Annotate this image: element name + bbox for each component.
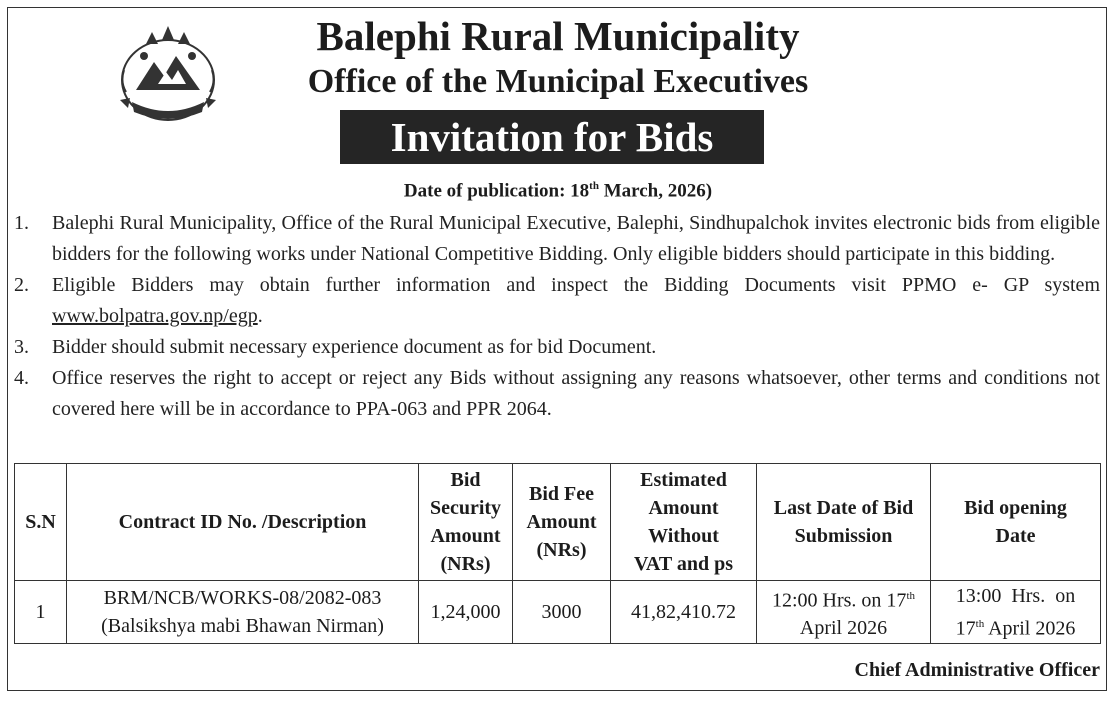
bolpatra-link[interactable]: www.bolpatra.gov.np/egp (52, 305, 258, 327)
cell-description: BRM/NCB/WORKS-08/2082-083 (Balsikshya mabi Bhawan Nirman) (67, 581, 419, 644)
cell-estimated-amount: 41,82,410.72 (611, 581, 757, 644)
publication-date: Date of publication: 18th March, 2026) (403, 180, 713, 202)
cell-sn: 1 (15, 581, 67, 644)
list-item: 2. Eligible Bidders may obtain further information and inspect the Bidding Documents visit PPMO e- GP system www.bolpatra.gov.np/egp. (14, 274, 1100, 327)
signature-title: Chief Administrative Officer (854, 659, 1100, 681)
municipality-title: Balephi Rural Municipality (316, 13, 800, 59)
office-subtitle: Office of the Municipal Executives (307, 63, 809, 100)
bids-table (14, 463, 1101, 644)
table-row (15, 581, 1101, 644)
header-opening-date: Bid opening Date (931, 464, 1101, 581)
header-sn: S.N (15, 464, 67, 581)
cell-opening-date: 13:00 Hrs. on 17th April 2026 (931, 581, 1101, 644)
notice-items (14, 208, 1100, 425)
header-bid-security: Bid Security Amount (NRs) (419, 464, 513, 581)
cell-last-date: 12:00 Hrs. on 17th April 2026 (757, 581, 931, 644)
list-item: 1. Balephi Rural Municipality, Office of the Rural Municipal Executive, Balephi, Sindhupalchok invites electronic bids from eligible bidders for the following works under National Competitive Bidding. Only eligible bidders should participate in this bidding. (14, 212, 1100, 265)
invitation-banner: Invitation for Bids (340, 110, 764, 164)
cell-bid-security: 1,24,000 (419, 581, 513, 644)
header-bid-fee: Bid Fee Amount (NRs) (513, 464, 611, 581)
table-header-row (15, 464, 1101, 581)
list-item: 3. Bidder should submit necessary experience document as for bid Document. (14, 336, 657, 358)
header-description: Contract ID No. /Description (67, 464, 419, 581)
list-item: 4. Office reserves the right to accept or reject any Bids without assigning any reasons whatsoever, other terms and conditions not covered here will be in accordance to PPA-063 and PPR 2064. (14, 367, 1100, 420)
header-last-date: Last Date of Bid Submission (757, 464, 931, 581)
header-estimated-amount: Estimated Amount Without VAT and ps (611, 464, 757, 581)
cell-bid-fee: 3000 (513, 581, 611, 644)
